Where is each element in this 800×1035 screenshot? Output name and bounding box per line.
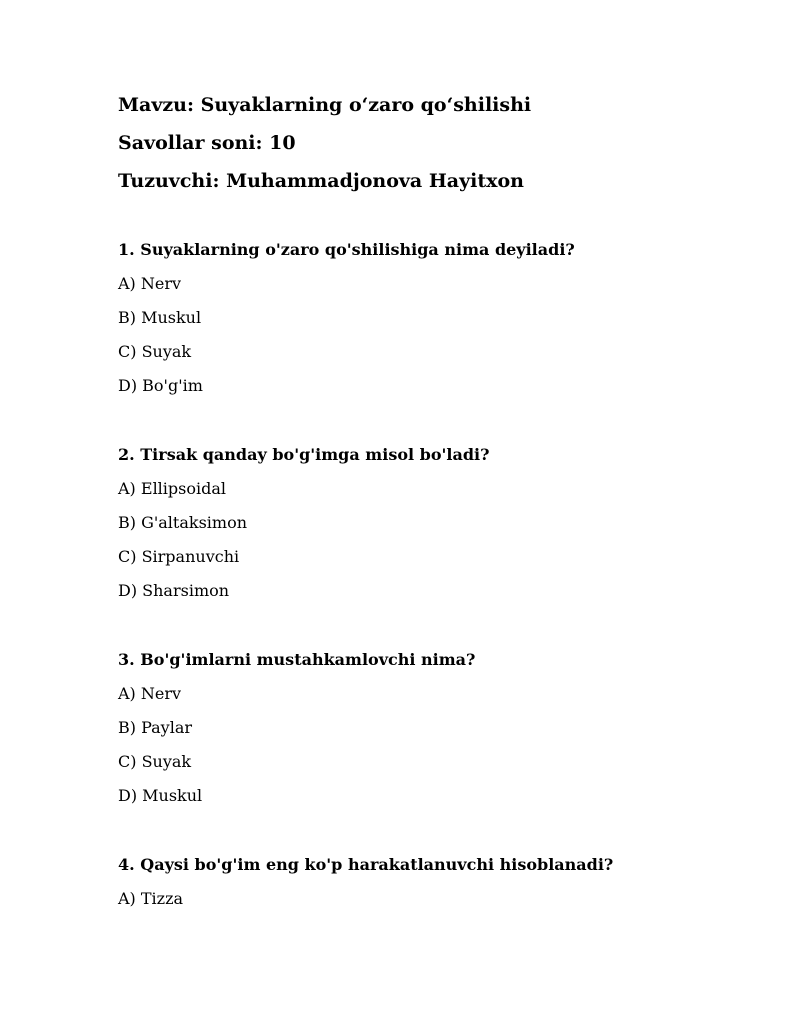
question-block-4 xyxy=(118,854,613,922)
question-block-3 xyxy=(118,649,475,819)
answer-option: A) Tizza xyxy=(118,889,184,908)
topic-heading: Mavzu: Suyaklarning o‘zaro qo‘shilishi xyxy=(118,94,532,116)
answer-option: C) Sirpanuvchi xyxy=(118,547,240,566)
question-count-heading: Savollar soni: 10 xyxy=(118,132,296,154)
answer-option: A) Nerv xyxy=(118,274,182,293)
question-text: 4. Qaysi bo'g'im eng ko'p harakatlanuvchi hisoblanadi? xyxy=(118,855,614,874)
answer-option: B) Paylar xyxy=(118,718,193,737)
question-block-2 xyxy=(118,444,489,614)
answer-option: A) Nerv xyxy=(118,684,182,703)
question-text: 2. Tirsak qanday bo'g'imga misol bo'ladi? xyxy=(118,445,490,464)
question-block-1 xyxy=(118,239,575,409)
answer-option: B) G'altaksimon xyxy=(118,513,248,532)
answer-option: B) Muskul xyxy=(118,308,202,327)
answer-option: C) Suyak xyxy=(118,342,192,361)
answer-option: D) Sharsimon xyxy=(118,581,230,600)
answer-option: C) Suyak xyxy=(118,752,192,771)
question-text: 1. Suyaklarning o'zaro qo'shilishiga nima deyiladi? xyxy=(118,240,575,259)
answer-option: D) Bo'g'im xyxy=(118,376,203,395)
answer-option: A) Ellipsoidal xyxy=(118,479,227,498)
question-text: 3. Bo'g'imlarni mustahkamlovchi nima? xyxy=(118,650,476,669)
author-heading: Tuzuvchi: Muhammadjonova Hayitxon xyxy=(118,170,524,192)
answer-option: D) Muskul xyxy=(118,786,203,805)
